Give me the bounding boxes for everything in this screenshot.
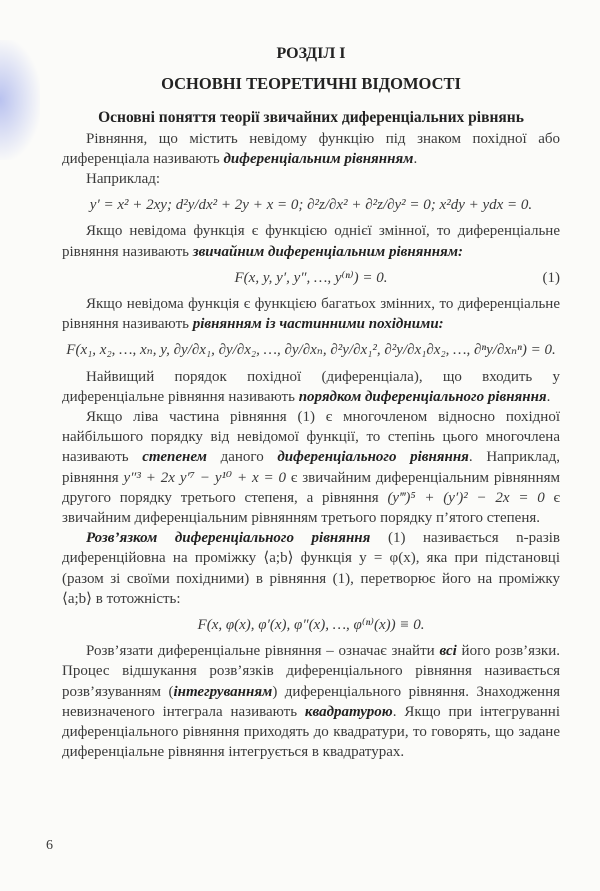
- inline-formula: y″³ + 2x y′⁷ − y¹⁰ + x = 0: [123, 469, 286, 486]
- formula-pde: F(x₁, x₂, …, xₙ, y, ∂y/∂x₁, ∂y/∂x₂, …, ∂y/∂xₙ, ∂²y/∂x₁², ∂²y/∂x₁∂x₂, …, ∂ⁿy/∂xₙⁿ) = 0.: [66, 342, 556, 359]
- term: степенем: [142, 449, 207, 466]
- text: даного: [206, 449, 278, 466]
- scan-shadow: [0, 40, 40, 160]
- text: його розв’язки. Процес відшукання розв’язків диференціального рівняння називається розв’язуванням (: [62, 643, 560, 700]
- page-number: 6: [46, 838, 53, 853]
- paragraph-pde: [62, 294, 560, 334]
- text: .: [413, 150, 418, 167]
- text: є звичайним диференціальним рівнянням третього порядку п’ятого степеня.: [62, 489, 560, 527]
- text: Розв’язати диференціальне рівняння – означає знайти: [86, 643, 440, 660]
- term: диференціального рівняння: [277, 449, 469, 466]
- paragraph-definition: [62, 129, 560, 169]
- term: диференціальним рівнянням: [223, 150, 414, 167]
- paragraph-degree: [62, 407, 560, 528]
- paragraph-example: Наприклад:: [86, 171, 161, 188]
- term: інтегруванням: [173, 683, 273, 700]
- page-content: [62, 44, 560, 763]
- term: рівнянням із частинними похідними:: [192, 316, 444, 333]
- equation-number: (1): [542, 269, 560, 286]
- text: (1) називається n-разів диференційовна на проміжку ⟨a;b⟩ функція y = φ(x), яка при підстановці (разом зі своїми похідними) в рівняння (1), перетворює його на проміжку ⟨a;b⟩ в тотожність:: [62, 530, 561, 607]
- paragraph-integration: [62, 641, 560, 762]
- term: квадратурою: [304, 703, 393, 720]
- text: Якщо невідома функція є функцією багатьох змінних, то диференціальне рівняння називають: [62, 296, 560, 333]
- term: звичайним диференціальним рівнянням:: [192, 243, 464, 260]
- chapter-title: ОСНОВНІ ТЕОРЕТИЧНІ ВІДОМОСТІ: [161, 74, 461, 94]
- formula-text: F(x, y, y′, y″, …, y⁽ⁿ⁾) = 0.: [234, 269, 388, 286]
- term: всі: [439, 643, 457, 660]
- inline-formula: (y‴)⁵ + (y′)² − 2x = 0: [387, 489, 545, 506]
- text: Якщо невідома функція є функцією однієї змінної, то диференціальне рівняння називають: [62, 223, 560, 260]
- formula-examples: y′ = x² + 2xy; d²y/dx² + 2y + x = 0; ∂²z/∂x² + ∂²z/∂y² = 0; x²dy + ydx = 0.: [89, 197, 533, 214]
- section-heading: Основні поняття теорії звичайних диференціальних рівнянь: [98, 109, 524, 127]
- term: Розв’язком диференціального рівняння: [86, 530, 371, 547]
- paragraph-solution: [62, 528, 560, 609]
- term: порядком диференціального рівняння: [298, 388, 547, 405]
- text: . Якщо при інтегруванні диференціального рівняння приходять до квадратури, то говорять, що задане диференціальне рівняння інтегрується в квадратурах.: [62, 703, 560, 761]
- text: . Наприклад, рівняння: [62, 449, 560, 486]
- text: є звичайним диференціальним рівнянням другого порядку третього степеня, а рівняння: [62, 469, 560, 506]
- text: Рівняння, що містить невідому функцію під знаком похідної або диференціала називають: [62, 130, 560, 167]
- paragraph-order: [62, 367, 560, 407]
- text: .: [546, 388, 551, 405]
- formula-identity: F(x, φ(x), φ′(x), φ″(x), …, φ⁽ⁿ⁾(x)) ≡ 0.: [197, 617, 425, 634]
- chapter-label: РОЗДІЛ І: [276, 45, 346, 62]
- paragraph-ode: [62, 221, 560, 261]
- text: ) диференціального рівняння. Знаходження невизначеного інтеграла називають: [62, 683, 560, 720]
- text: Найвищий порядок похідної (диференціала), що входить у диференціальне рівняння називають: [62, 368, 560, 405]
- text: Якщо ліва частина рівняння (1) є многочленом відносно похідної найбільшого порядку від невідомої функції, то степінь цього многочлена називають: [62, 409, 560, 466]
- formula-ode: [62, 268, 560, 288]
